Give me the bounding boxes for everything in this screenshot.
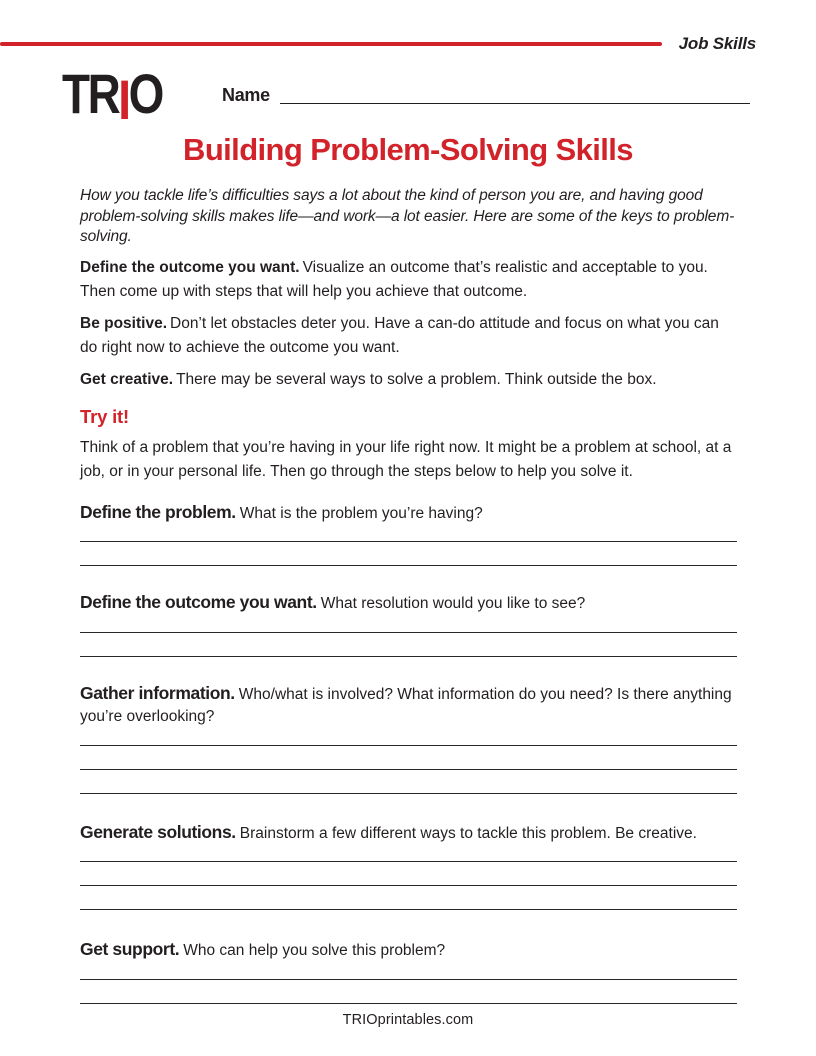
page-header <box>0 0 816 54</box>
write-line[interactable] <box>80 980 737 1004</box>
category-label: Job Skills <box>678 34 756 53</box>
tip-lead: Define the outcome you want. <box>80 258 300 276</box>
trio-logo <box>62 62 204 131</box>
step-lead: Define the problem. <box>80 501 236 522</box>
logo-part-o: O <box>128 62 162 125</box>
try-it-heading: Try it! <box>80 405 129 427</box>
write-line[interactable] <box>80 542 737 566</box>
tip-lead: Be positive. <box>80 314 167 332</box>
tip-text: There may be several ways to solve a problem. Think outside the box. <box>176 370 657 388</box>
footer-site-url: TRIOprintables.com <box>342 1012 474 1028</box>
trio-logo-text <box>62 62 162 131</box>
write-line[interactable] <box>80 770 737 794</box>
header-red-rule <box>0 42 662 46</box>
tip-paragraph <box>80 256 737 304</box>
step-heading <box>80 681 737 729</box>
step-heading <box>80 500 737 525</box>
write-line[interactable] <box>80 886 737 910</box>
tip-lead: Get creative. <box>80 370 174 388</box>
write-line[interactable] <box>80 963 737 980</box>
step-lead: Gather information. <box>80 682 235 703</box>
write-line[interactable] <box>80 845 737 862</box>
name-label: Name <box>222 85 270 105</box>
write-line[interactable] <box>80 862 737 886</box>
step-prompt: Who/what is involved? What information do you need? Is there anything you’re overlooking? <box>80 685 732 726</box>
try-it-instructions: Think of a problem that you’re having in your life right now. It might be a problem at school, at a job, or in your personal life. Then go through the steps below to help you solve it. <box>80 438 732 480</box>
step-define-the-outcome <box>80 590 737 656</box>
step-prompt: What is the problem you’re having? <box>239 504 483 522</box>
logo-name-row <box>62 62 750 131</box>
step-heading <box>80 937 737 962</box>
step-prompt: What resolution would you like to see? <box>320 595 586 613</box>
tip-text: Visualize an outcome that’s realistic and acceptable to you. Then come up with steps that will help you achieve that outcome. <box>80 258 708 300</box>
tip-paragraph <box>80 312 737 360</box>
write-line[interactable] <box>80 633 737 657</box>
logo-part-i: I <box>118 68 129 131</box>
write-line[interactable] <box>80 729 737 746</box>
step-lead: Define the outcome you want. <box>80 592 317 613</box>
page-title: Building Problem-Solving Skills <box>183 132 633 167</box>
tip-paragraph <box>80 368 737 392</box>
step-prompt: Who can help you solve this problem? <box>183 942 446 960</box>
name-blank-line[interactable] <box>280 103 750 104</box>
intro-paragraph: How you tackle life’s difficulties says a lot about the kind of person you are, and having good problem-solving skills makes life—and work—a lot easier. Here are some of the keys to problem-solving. <box>80 187 735 246</box>
logo-part-tr: TR <box>62 62 119 125</box>
step-heading <box>80 820 737 845</box>
step-prompt: Brainstorm a few different ways to tackle this problem. Be creative. <box>239 824 697 842</box>
step-get-support <box>80 937 737 1003</box>
step-lead: Get support. <box>80 939 180 960</box>
step-generate-solutions <box>80 820 737 910</box>
tip-text: Don’t let obstacles deter you. Have a can-do attitude and focus on what you can do right now to achieve the outcome you want. <box>80 314 719 356</box>
write-line[interactable] <box>80 616 737 633</box>
write-line[interactable] <box>80 746 737 770</box>
write-line[interactable] <box>80 525 737 542</box>
step-define-the-problem <box>80 500 737 566</box>
step-heading <box>80 590 737 615</box>
step-gather-information <box>80 681 737 794</box>
content-column <box>0 186 816 1004</box>
step-lead: Generate solutions. <box>80 821 236 842</box>
